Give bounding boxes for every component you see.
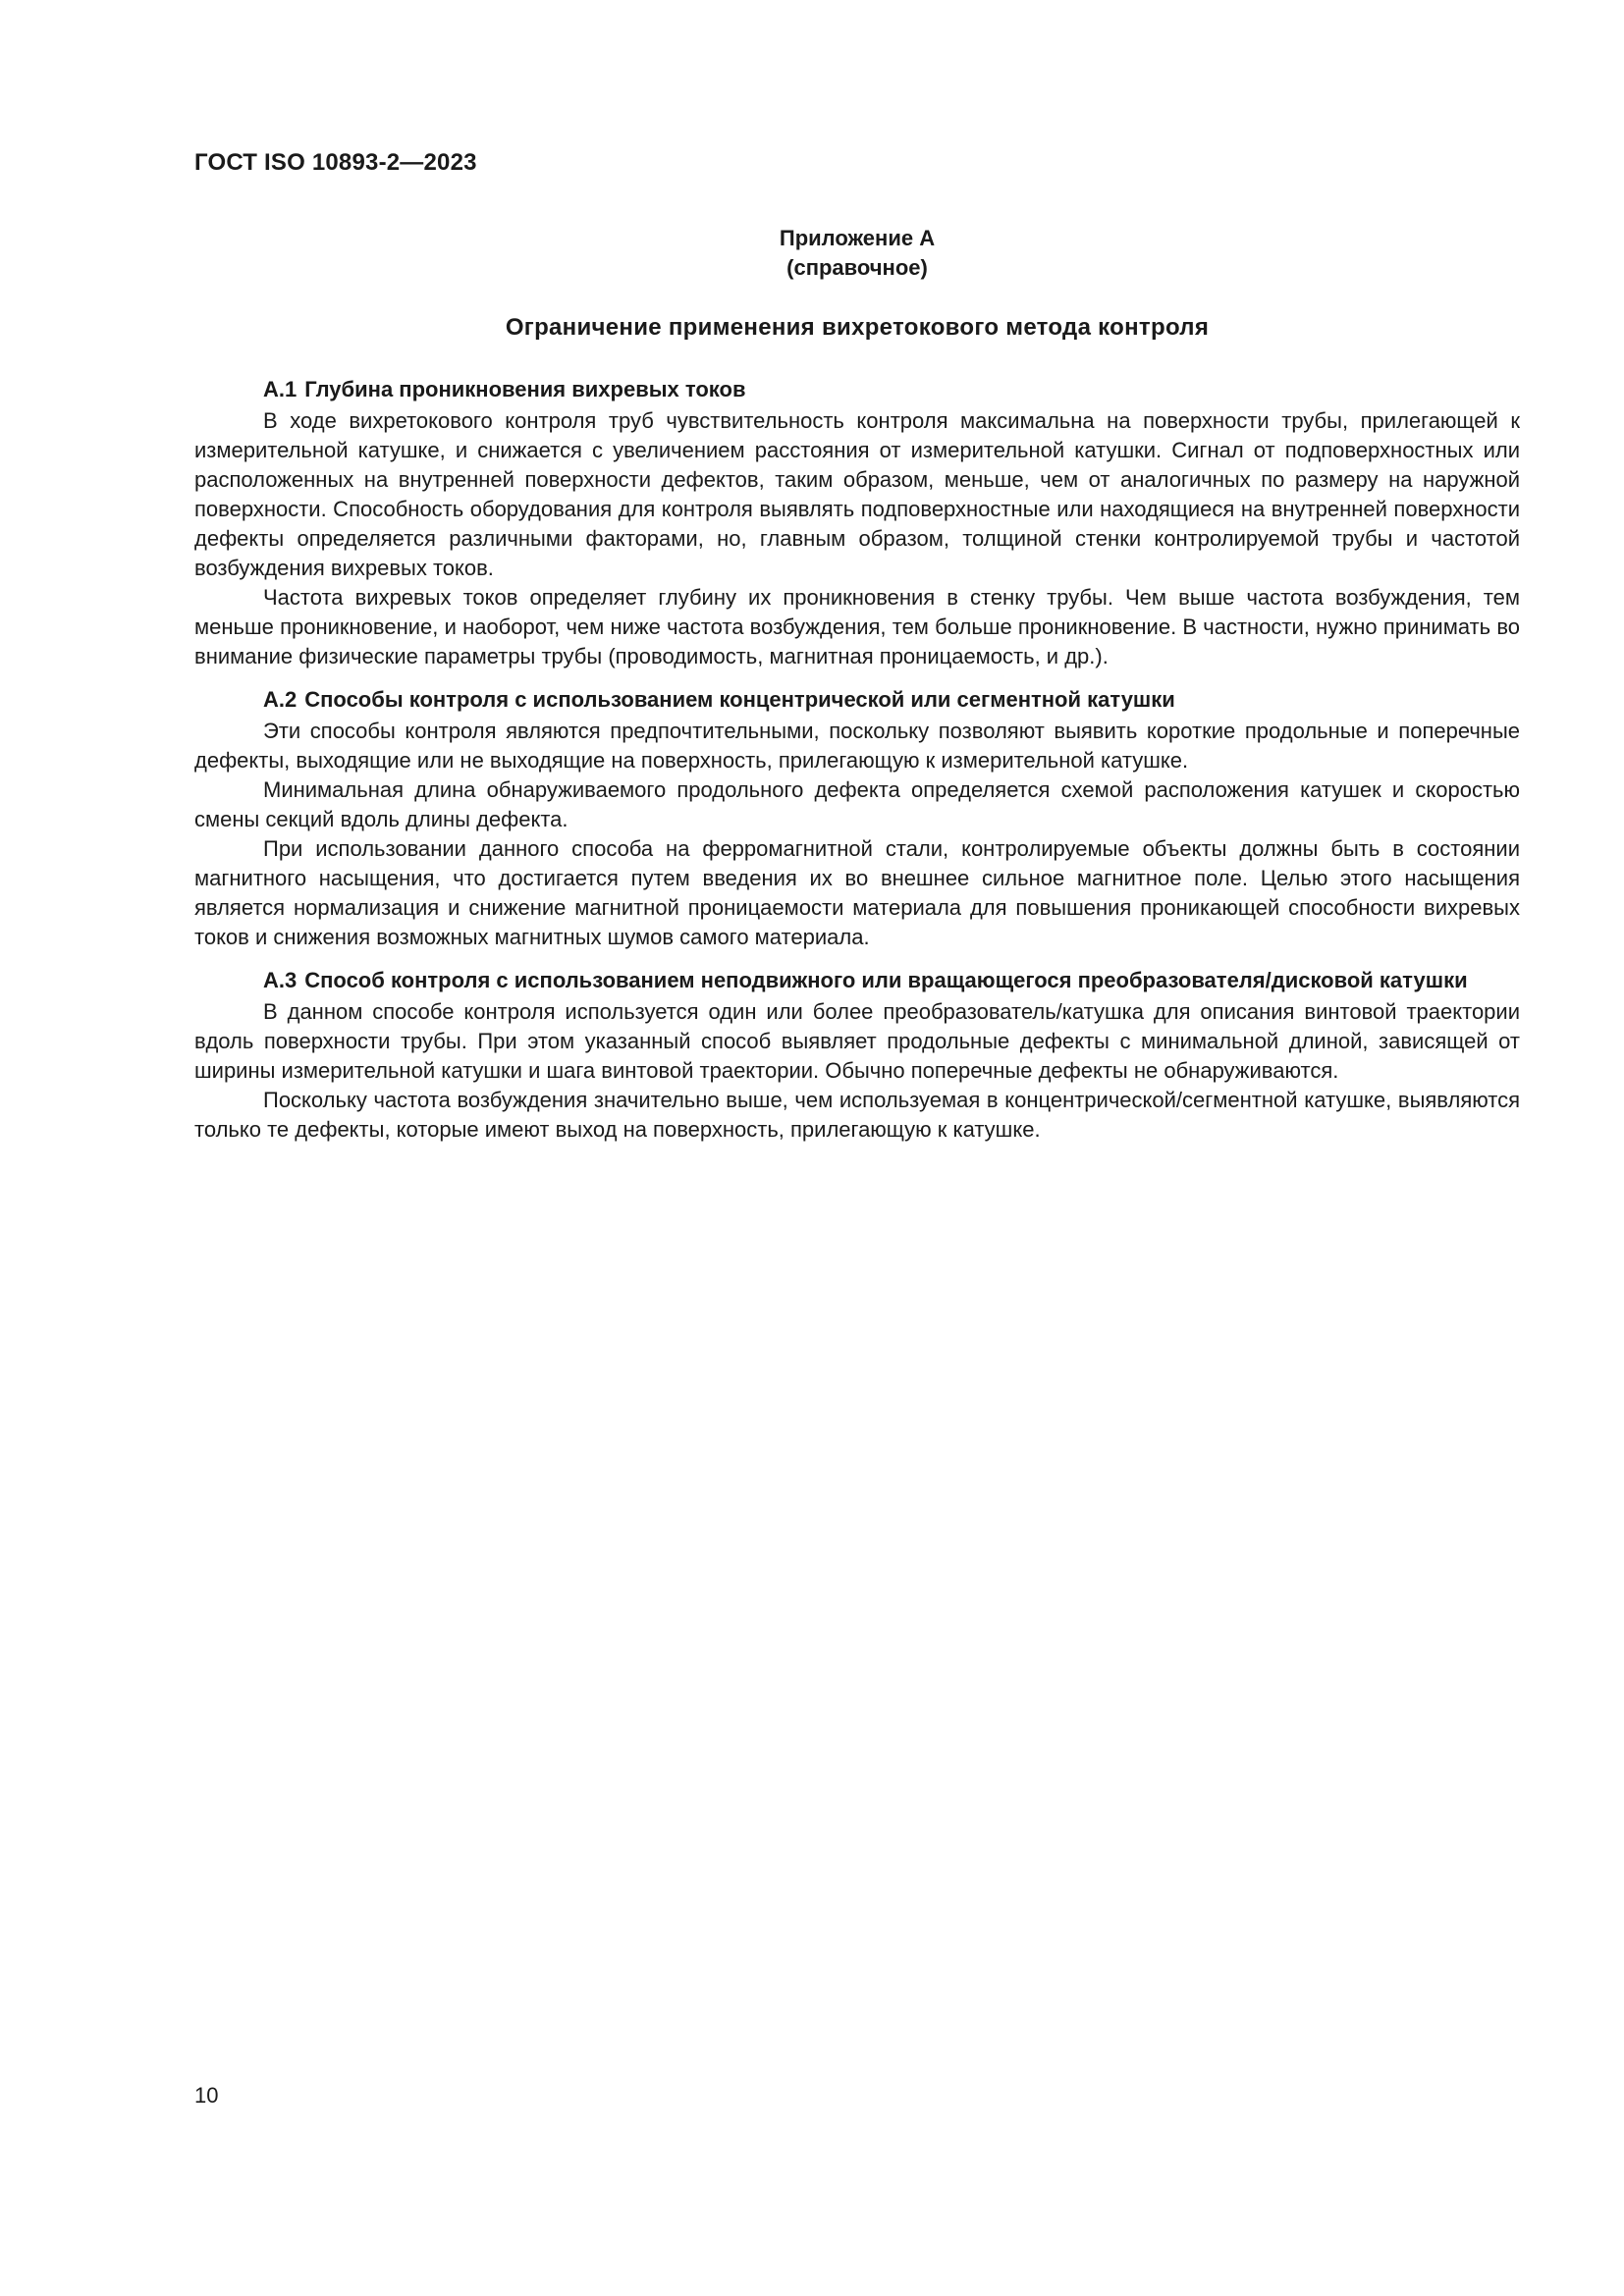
annex-title-block bbox=[194, 224, 1520, 283]
section-heading bbox=[194, 685, 1520, 715]
annex-label: Приложение А bbox=[779, 226, 936, 250]
section-number: А.2 bbox=[263, 687, 298, 712]
page-number: 10 bbox=[194, 2083, 219, 2108]
section-title: Способ контроля с использованием неподвижного или вращающегося преобразователя/дисковой катушки bbox=[304, 968, 1468, 992]
section-number: А.1 bbox=[263, 377, 298, 401]
paragraph: В ходе вихретокового контроля труб чувствительность контроля максимальна на поверхности трубы, прилегающей к измерительной катушке, и снижается с увеличением расстояния от измерительной катушки. Сигнал от подповерхностных или расположенных на внутренней поверхности дефектов, таким образом, меньше, чем от аналогичных по размеру на наружной поверхности. Способность оборудования для контроля выявлять подповерхностные или находящиеся на внутренней поверхности дефекты определяется различными факторами, но, главным образом, толщиной стенки контролируемой трубы и частотой возбуждения вихревых токов. bbox=[194, 408, 1520, 580]
section-heading bbox=[194, 375, 1520, 404]
section-a2 bbox=[194, 685, 1520, 952]
section-heading bbox=[194, 966, 1520, 995]
annex-type: (справочное) bbox=[786, 255, 928, 280]
paragraph: Эти способы контроля являются предпочтительными, поскольку позволяют выявить короткие продольные и поперечные дефекты, выходящие или не выходящие на поверхность, прилегающую к измерительной катушке. bbox=[194, 719, 1520, 773]
annex-heading: Ограничение применения вихретокового метода контроля bbox=[505, 314, 1210, 341]
section-title: Глубина проникновения вихревых токов bbox=[304, 377, 746, 401]
paragraph: Частота вихревых токов определяет глубину их проникновения в стенку трубы. Чем выше частота возбуждения, тем меньше проникновение, и наоборот, чем ниже частота возбуждения, тем больше проникновение. В частности, нужно принимать во внимание физические параметры трубы (проводимость, магнитная проницаемость, и др.). bbox=[194, 585, 1520, 668]
page-content bbox=[194, 224, 1520, 1158]
paragraph: Минимальная длина обнаруживаемого продольного дефекта определяется схемой расположения катушек и скоростью смены секций вдоль длины дефекта. bbox=[194, 777, 1520, 831]
section-number: А.3 bbox=[263, 968, 298, 992]
section-a1 bbox=[194, 375, 1520, 671]
paragraph: При использовании данного способа на ферромагнитной стали, контролируемые объекты должны быть в состоянии магнитного насыщения, что достигается путем введения их во внешнее сильное магнитное поле. Целью этого насыщения является нормализация и снижение магнитной проницаемости материала для повышения проникающей способности вихревых токов и снижения возможных магнитных шумов самого материала. bbox=[194, 836, 1520, 949]
paragraph: В данном способе контроля используется один или более преобразователь/катушка для описания винтовой траектории вдоль поверхности трубы. При этом указанный способ выявляет продольные дефекты с минимальной длиной, зависящей от ширины измерительной катушки и шага винтовой траектории. Обычно поперечные дефекты не обнаруживаются. bbox=[194, 999, 1520, 1083]
paragraph: Поскольку частота возбуждения значительно выше, чем используемая в концентрической/сегментной катушке, выявляются только те дефекты, которые имеют выход на поверхность, прилегающую к катушке. bbox=[194, 1088, 1520, 1142]
document-code: ГОСТ ISO 10893-2—2023 bbox=[194, 149, 477, 176]
section-title: Способы контроля с использованием концентрической или сегментной катушки bbox=[304, 687, 1175, 712]
section-a3 bbox=[194, 966, 1520, 1145]
